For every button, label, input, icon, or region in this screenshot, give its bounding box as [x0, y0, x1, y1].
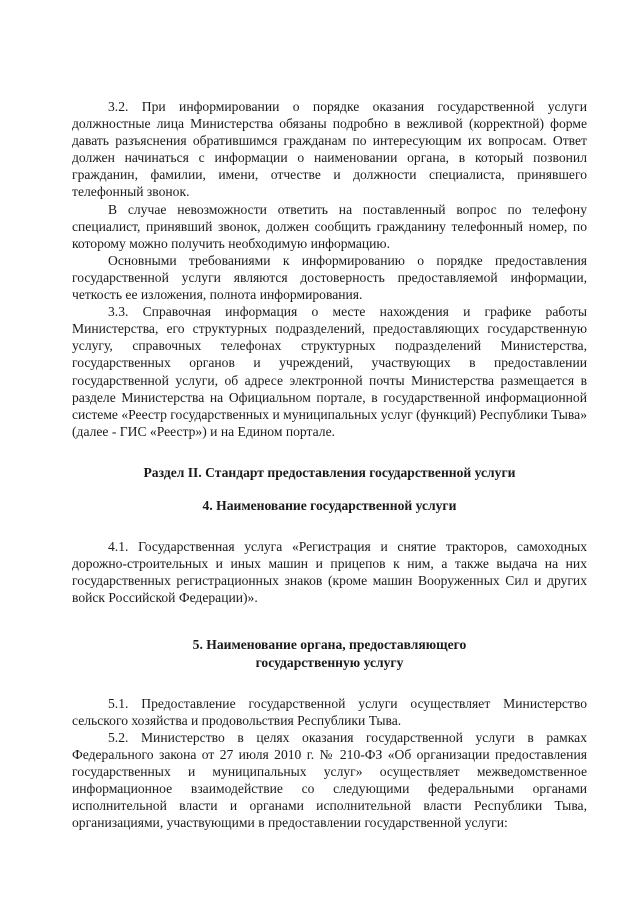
paragraph-3-3: 3.3. Справочная информация о месте нахождения и графике работы Министерства, его структурных подразделений, предоставляющих государственную услугу, справочных телефонах структурных подразделений Министерства, государственных органов и учреждений, участвующих в предоставлении государственной услуги, об адресе электронной почты Министерства размещается в разделе Министерства на Официальном портале, в государственной информационной системе «Реестр государственных и муниципальных услуг (функций) Республики Тыва» (далее - ГИС «Реестр») и на Едином портале. [72, 304, 587, 439]
heading-4: 4. Наименование государственной услуги [202, 497, 457, 513]
section-title: Раздел II. Стандарт предоставления государственной услуги [143, 464, 516, 480]
paragraph-phone-fallback: В случае невозможности ответить на поставленный вопрос по телефону специалист, принявший звонок, должен сообщить гражданину телефонный номер, по которому можно получить необходимую информацию. [72, 201, 587, 251]
spacer [72, 481, 587, 497]
spacer [72, 440, 587, 464]
heading-5-line-2: государственную услугу [255, 654, 404, 670]
paragraph-5-1: 5.1. Предоставление государственной услуги осуществляет Министерство сельского хозяйства и продовольствия Республики Тыва. [72, 695, 587, 728]
spacer [72, 606, 587, 636]
heading-5-line-1: 5. Наименование органа, предоставляющего [192, 637, 467, 653]
spacer [72, 514, 587, 538]
paragraph-4-1: 4.1. Государственная услуга «Регистрация и снятие тракторов, самоходных дорожно-строительных и иных машин и прицепов к ним, а также выдача на них государственных регистрационных знаков (кроме машин Вооруженных Сил и других войск Российской Федерации)». [72, 539, 587, 606]
paragraph-info-requirements: Основными требованиями к информированию о порядке предоставления государственной услуги являются достоверность предоставляемой информации, четкость ее изложения, полнота информирования. [72, 252, 587, 303]
document-body [72, 98, 587, 831]
spacer [72, 671, 587, 695]
paragraph-5-2: 5.2. Министерство в целях оказания государственной услуги в рамках Федерального закона от 27 июля 2010 г. № 210-ФЗ «Об организации предоставления государственных и муниципальных услуг» осуществляет межведомственное информационное взаимодействие со следующими федеральными органами исполнительной власти и органами исполнительной власти Республики Тыва, организациями, участвующими в предоставлении государственной услуги: [72, 729, 587, 831]
heading-5 [72, 636, 587, 670]
paragraph-3-2: 3.2. При информировании о порядке оказания государственной услуги должностные лица Министерства обязаны подробно в вежливой (корректной) форме давать разъяснения обратившимся гражданам по интересующим их вопросам. Ответ должен начинаться с информации о наименовании органа, в который позвонил гражданин, фамилии, имени, отчестве и должности специалиста, принявшего телефонный звонок. [72, 99, 587, 200]
